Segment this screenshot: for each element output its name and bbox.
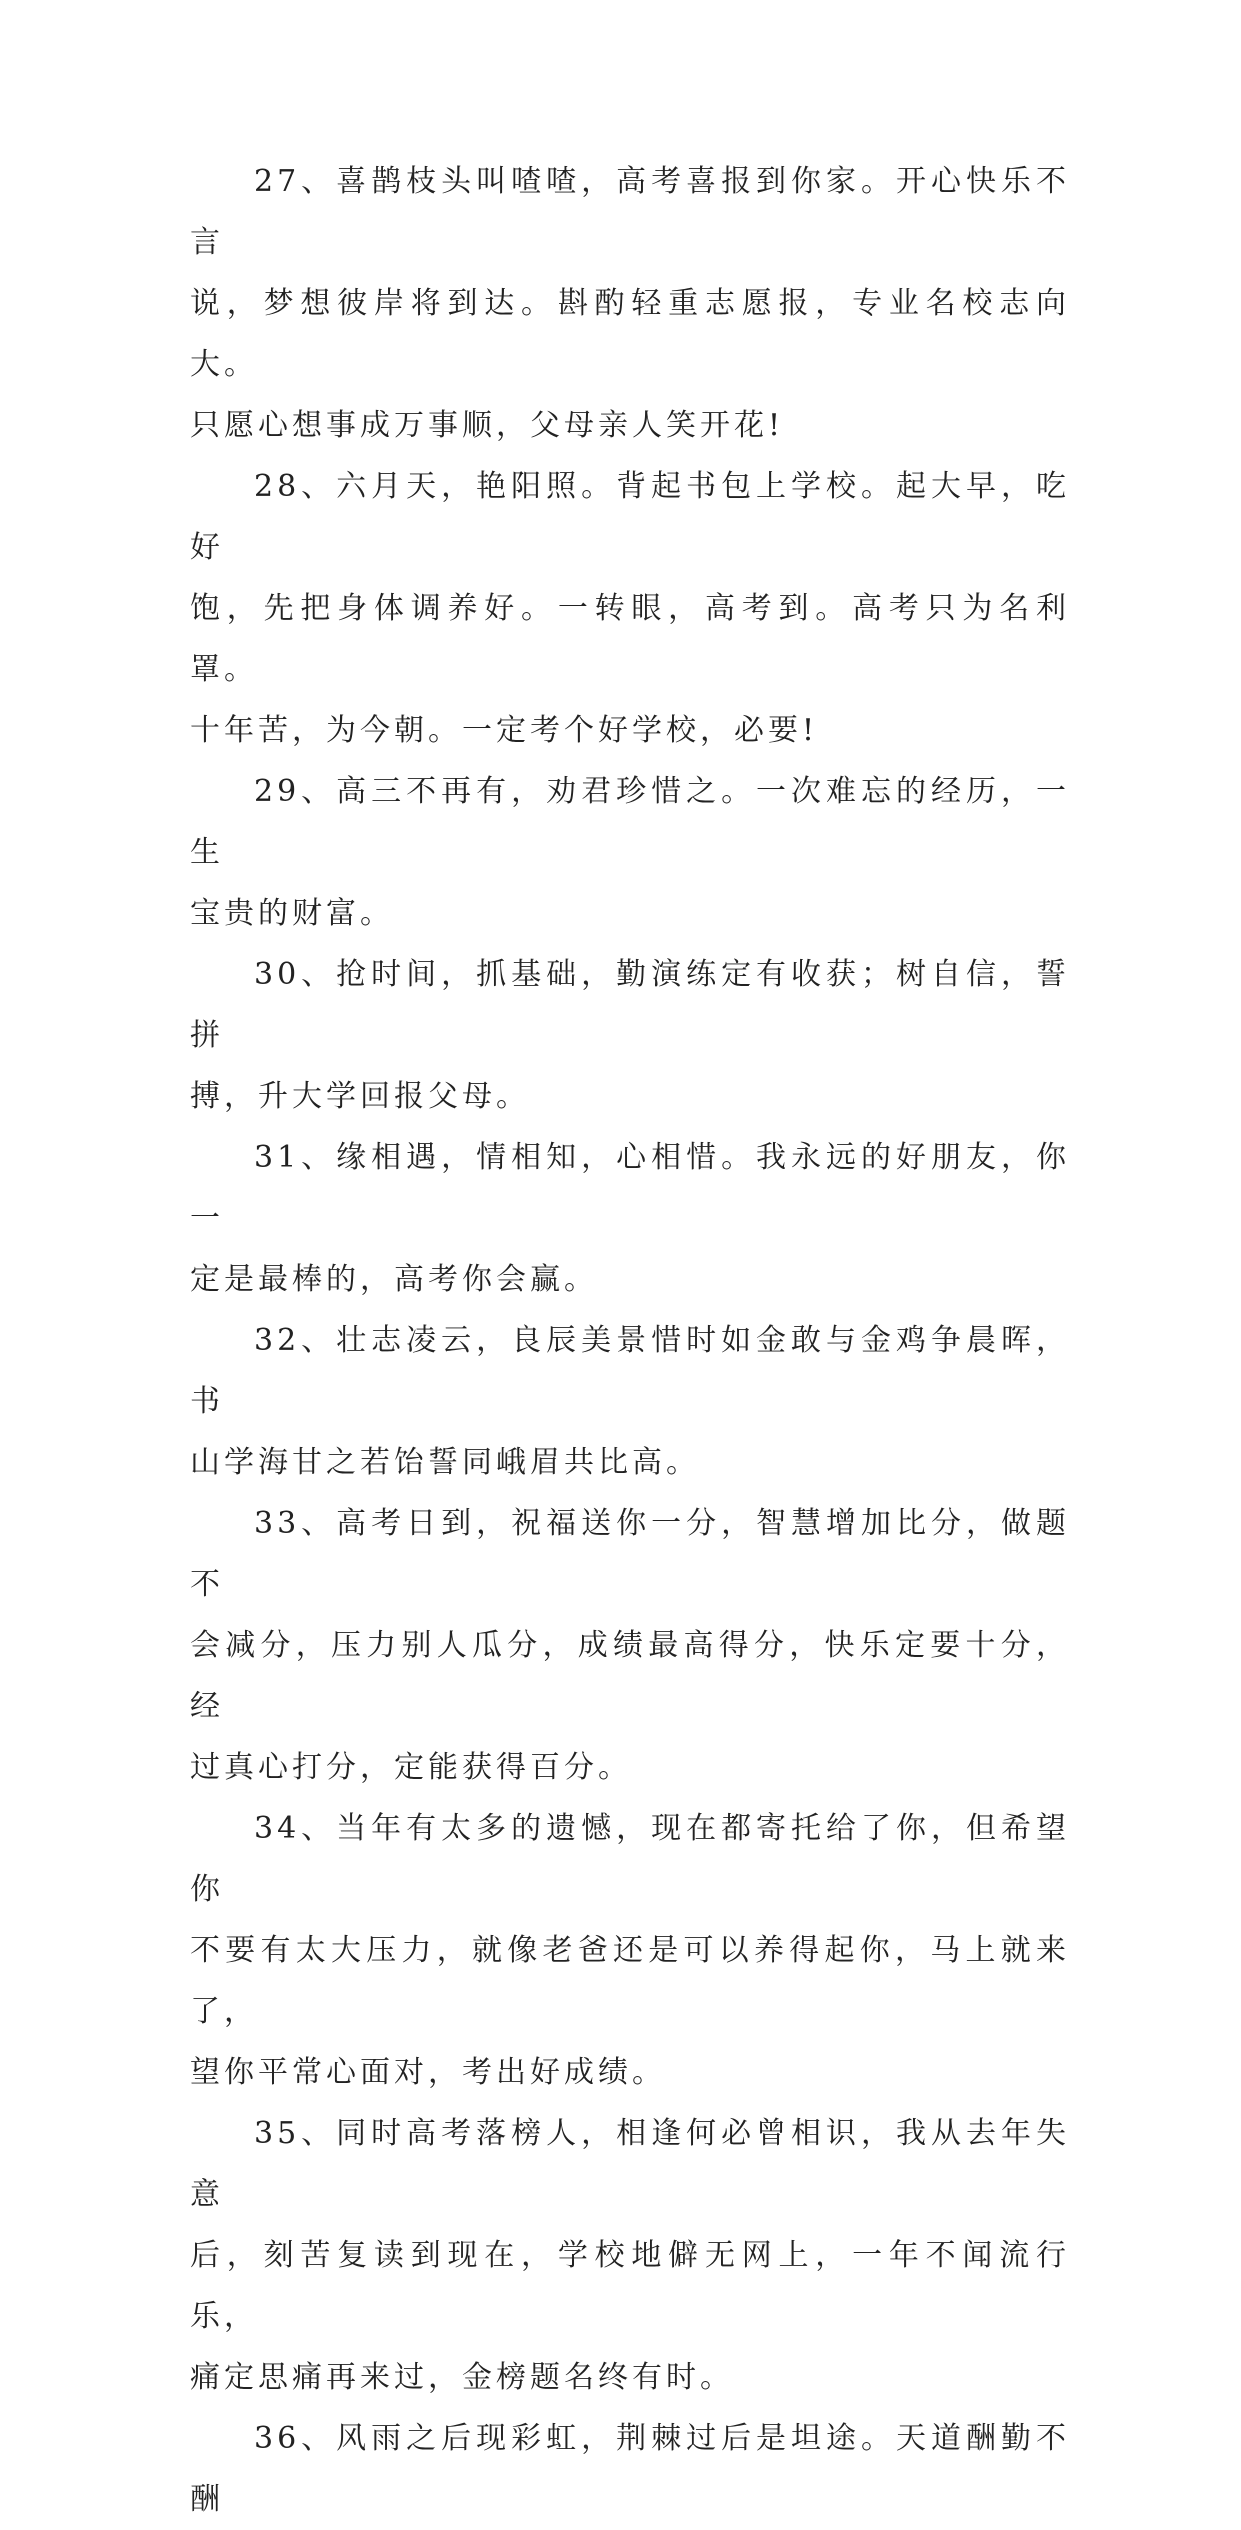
paragraph-36: 36、风雨之后现彩虹，荆棘过后是坦途。天道酬勤不酬 [190, 2421, 1070, 2517]
paragraph-30: 30、抢时间，抓基础，勤演练定有收获；树自信，誓拼 搏，升大学回报父母。 [190, 957, 1070, 1114]
paragraph-29: 29、高三不再有，劝君珍惜之。一次难忘的经历，一生 宝贵的财富。 [190, 774, 1070, 931]
paragraph-35: 35、同时高考落榜人，相逢何必曾相识，我从去年失意 后，刻苦复读到现在，学校地僻无网上，一年不闻流行乐， 痛定思痛再来过，金榜题名终有时。 [190, 2116, 1070, 2395]
paragraph-31: 31、缘相遇，情相知，心相惜。我永远的好朋友，你一 定是最棒的，高考你会赢。 [190, 1140, 1070, 1297]
paragraph-27: 27、喜鹊枝头叫喳喳，高考喜报到你家。开心快乐不言 说，梦想彼岸将到达。斟酌轻重志愿报，专业名校志向大。 只愿心想事成万事顺，父母亲人笑开花! [190, 164, 1070, 443]
paragraph-33: 33、高考日到，祝福送你一分，智慧增加比分，做题不 会减分，压力别人瓜分，成绩最高得分，快乐定要十分，经 过真心打分，定能获得百分。 [190, 1506, 1070, 1785]
paragraph-32: 32、壮志凌云，良辰美景惜时如金敢与金鸡争晨晖，书 山学海甘之若饴誓同峨眉共比高。 [190, 1323, 1070, 1480]
paragraph-34: 34、当年有太多的遗憾，现在都寄托给了你，但希望你 不要有太大压力，就像老爸还是可以养得起你，马上就来了， 望你平常心面对，考出好成绩。 [190, 1811, 1070, 2090]
paragraph-28: 28、六月天，艳阳照。背起书包上学校。起大早，吃好 饱，先把身体调养好。一转眼，高考到。高考只为名利罩。 十年苦，为今朝。一定考个好学校，必要! [190, 469, 1070, 748]
document-body [190, 151, 1070, 2530]
